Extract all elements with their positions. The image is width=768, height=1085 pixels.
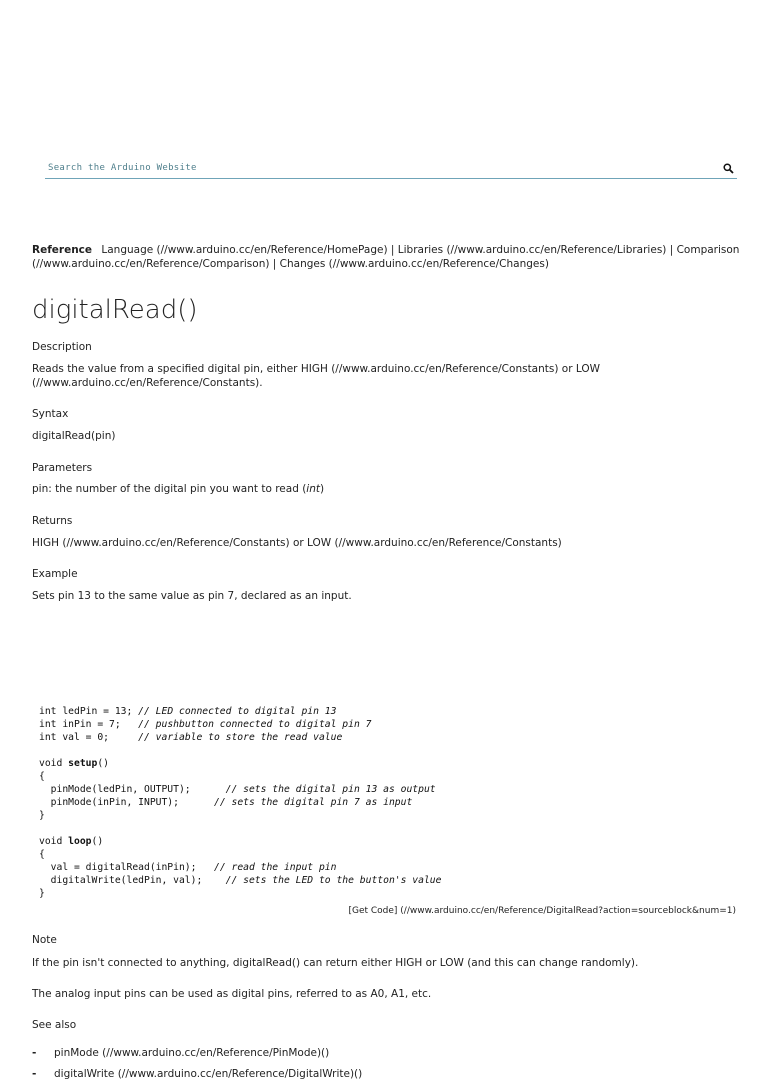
parameters-text-b: ) <box>320 483 325 495</box>
code-comment: // pushbutton connected to digital pin 7 <box>138 719 372 730</box>
list-item <box>32 1043 362 1064</box>
code-parens: () <box>91 836 104 847</box>
code-statement: int ledPin = 13; <box>39 706 139 717</box>
search-input[interactable] <box>45 159 719 177</box>
code-line <box>39 732 342 743</box>
site-search <box>45 158 737 179</box>
breadcrumb-label: Reference <box>32 244 93 256</box>
code-line <box>39 784 436 795</box>
example-text: Sets pin 13 to the same value as pin 7, declared as an input. <box>32 590 352 602</box>
code-line <box>39 836 103 847</box>
note-text-2: The analog input pins can be used as digital pins, referred to as A0, A1, etc. <box>32 988 432 1000</box>
parameters-type: int <box>306 483 320 495</box>
note-heading: Note <box>32 934 57 946</box>
page-title: digitalRead() <box>32 295 198 325</box>
code-line <box>39 810 45 821</box>
code-statement: { <box>39 771 45 782</box>
code-statement: } <box>39 888 45 899</box>
see-also-link-pinmode[interactable]: pinMode (//www.arduino.cc/en/Reference/PinMode)() <box>54 1047 330 1059</box>
code-function-name: setup <box>68 758 98 769</box>
description-text: Reads the value from a specified digital pin, either HIGH (//www.arduino.cc/en/Reference/Constants) or LOW (//www.arduino.cc/en/Reference/Constants). <box>32 363 600 389</box>
parameters-text <box>32 483 742 497</box>
code-line <box>39 849 45 860</box>
code-line <box>39 862 336 873</box>
code-statement: } <box>39 810 45 821</box>
code-block <box>39 705 441 900</box>
code-keyword: void <box>39 758 69 769</box>
code-comment: // sets the digital pin 13 as output <box>225 784 436 795</box>
code-line <box>39 797 412 808</box>
code-comment: // variable to store the read value <box>138 732 343 743</box>
parameters-text-a: pin: the number of the digital pin you want to read ( <box>32 483 307 495</box>
code-function-name: loop <box>68 836 92 847</box>
parameters-heading: Parameters <box>32 462 93 474</box>
breadcrumb <box>32 243 742 271</box>
code-parens: () <box>97 758 110 769</box>
description-heading: Description <box>32 341 92 353</box>
code-line <box>39 771 45 782</box>
bullet-dash: - <box>32 1047 37 1059</box>
list-item <box>32 1064 362 1085</box>
syntax-text: digitalRead(pin) <box>32 430 116 442</box>
main-content <box>32 243 742 1080</box>
see-also-heading: See also <box>32 1019 77 1031</box>
code-comment: // sets the LED to the button's value <box>225 875 442 886</box>
code-statement: pinMode(ledPin, OUTPUT); <box>39 784 226 795</box>
code-statement: digitalWrite(ledPin, val); <box>39 875 226 886</box>
code-keyword: void <box>39 836 69 847</box>
code-statement: pinMode(inPin, INPUT); <box>39 797 214 808</box>
search-icon[interactable] <box>719 159 737 177</box>
code-statement: { <box>39 849 45 860</box>
code-line <box>39 758 109 769</box>
see-also-list <box>32 1043 362 1085</box>
returns-text: HIGH (//www.arduino.cc/en/Reference/Constants) or LOW (//www.arduino.cc/en/Reference/Constants) <box>32 537 562 549</box>
code-line <box>39 875 441 886</box>
bullet-dash: - <box>32 1068 37 1080</box>
code-comment: // LED connected to digital pin 13 <box>138 706 337 717</box>
code-comment: // read the input pin <box>213 862 337 873</box>
code-line <box>39 888 45 899</box>
syntax-heading: Syntax <box>32 408 69 420</box>
breadcrumb-links[interactable]: Language (//www.arduino.cc/en/Reference/HomePage) | Libraries (//www.arduino.cc/en/Reference/Libraries) | Comparison (//www.arduino.cc/en/Reference/Comparison) | Changes (//www.arduino.cc/en/Reference/Changes) <box>32 244 740 270</box>
example-heading: Example <box>32 568 78 580</box>
code-statement: val = digitalRead(inPin); <box>39 862 214 873</box>
returns-heading: Returns <box>32 515 73 527</box>
code-line <box>39 706 336 717</box>
note-text-1: If the pin isn't connected to anything, digitalRead() can return either HIGH or LOW (and this can change randomly). <box>32 957 639 969</box>
code-statement: int inPin = 7; <box>39 719 139 730</box>
get-code-link[interactable]: [Get Code] (//www.arduino.cc/en/Reference/DigitalRead?action=sourceblock&num=1) <box>348 906 736 916</box>
code-statement: int val = 0; <box>39 732 139 743</box>
code-comment: // sets the digital pin 7 as input <box>213 797 413 808</box>
see-also-link-digitalwrite[interactable]: digitalWrite (//www.arduino.cc/en/Reference/DigitalWrite)() <box>54 1068 363 1080</box>
code-line <box>39 719 371 730</box>
